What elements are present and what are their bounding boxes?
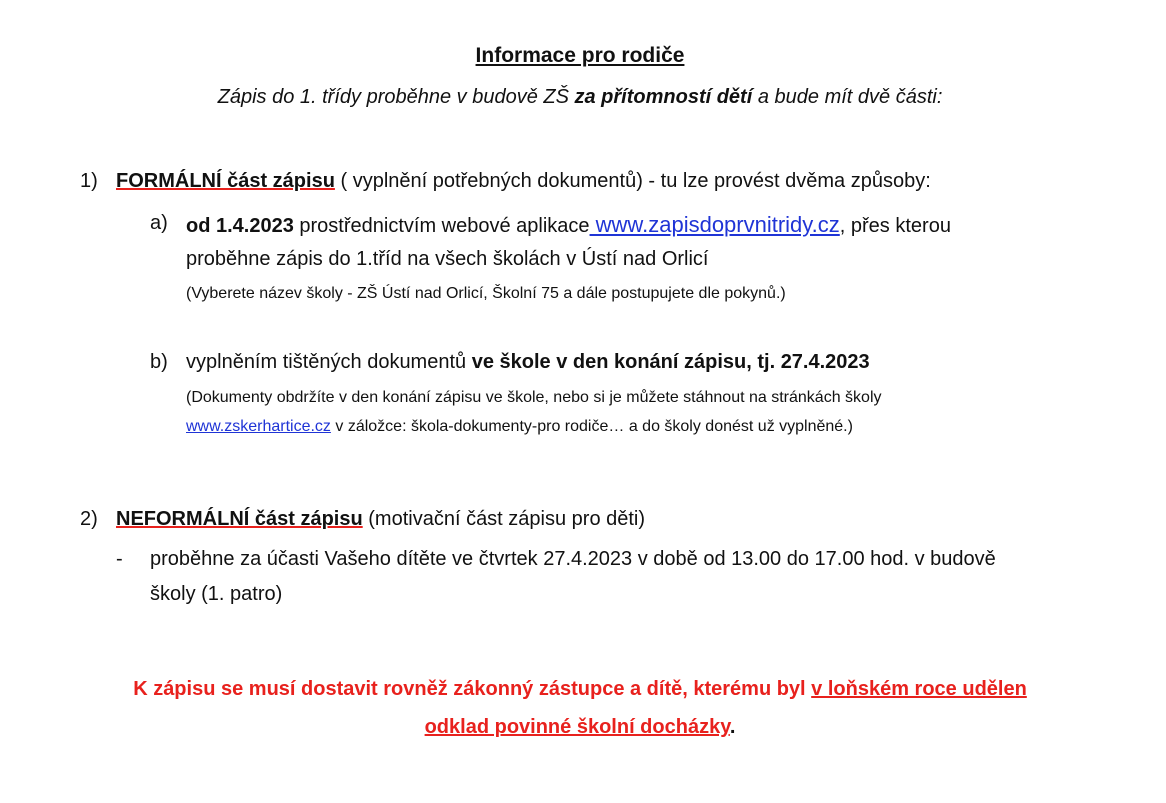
- option-a-line1: [186, 212, 951, 238]
- section1-number: 1): [80, 170, 98, 192]
- section2-rest: (motivační část zápisu pro děti): [362, 508, 646, 530]
- section2-line2: školy (1. patro): [150, 583, 283, 605]
- option-a-after-link: , přes kterou: [839, 215, 951, 237]
- option-b-note-line2: [186, 418, 853, 436]
- option-a-text: prostřednictvím webové aplikace: [293, 215, 590, 237]
- option-a-date: od 1.4.2023: [186, 215, 294, 237]
- option-b-bold: ve škole v den konání zápisu, tj. 27.4.2023: [471, 351, 870, 373]
- section2-number: 2): [80, 508, 98, 530]
- section2-heading: NEFORMÁLNÍ část zápisu: [116, 508, 363, 530]
- intro-part1: Zápis do 1. třídy proběhne v budově ZŠ: [217, 86, 575, 108]
- option-b-note-rest: v záložce: škola-dokumenty-pro rodiče… a do školy donést už vyplněné.): [330, 418, 853, 435]
- option-b-line1: [186, 351, 870, 374]
- intro-part2: a bude mít dvě části:: [752, 86, 943, 108]
- warning-line2-end: .: [729, 716, 736, 738]
- intro-text: [0, 86, 1160, 109]
- option-a-line2: proběhne zápis do 1.tříd na všech školách v Ústí nad Orlicí: [186, 248, 709, 270]
- section1-rest: ( vyplnění potřebných dokumentů) - tu lze provést dvěma způsoby:: [334, 170, 931, 192]
- zapis-web-link[interactable]: www.zapisdoprvnitridy.cz: [589, 212, 840, 237]
- school-web-link[interactable]: www.zskerhartice.cz: [186, 418, 331, 435]
- option-b-note-line1: (Dokumenty obdržíte v den konání zápisu ve škole, nebo si je můžete stáhnout na stránkách školy: [186, 389, 882, 406]
- warning-line1-a: K zápisu se musí dostavit rovněž zákonný zástupce a dítě, kterému byl: [133, 678, 812, 700]
- option-b-text: vyplněním tištěných dokumentů: [186, 351, 472, 373]
- section2-bullet: -: [116, 548, 123, 570]
- option-a-note: (Vyberete název školy - ZŠ Ústí nad Orlicí, Školní 75 a dále postupujete dle pokynů.): [186, 285, 786, 302]
- section2-line1: proběhne za účasti Vašeho dítěte ve čtvrtek 27.4.2023 v době od 13.00 do 17.00 hod. v budově: [150, 548, 996, 570]
- warning-line2: [0, 716, 1160, 739]
- section1-heading: FORMÁLNÍ část zápisu: [116, 170, 335, 192]
- warning-line1: [0, 678, 1160, 701]
- section1-heading-line: [116, 170, 931, 193]
- intro-emphasis: za přítomností dětí: [574, 86, 753, 108]
- warning-line2-underlined: odklad povinné školní docházky: [424, 716, 730, 738]
- option-b-marker: b): [150, 351, 168, 373]
- section2-heading-line: [116, 508, 645, 531]
- option-a-marker: a): [150, 212, 168, 234]
- warning-line1-underlined: v loňském roce udělen: [811, 678, 1027, 700]
- page-title: Informace pro rodiče: [475, 44, 685, 67]
